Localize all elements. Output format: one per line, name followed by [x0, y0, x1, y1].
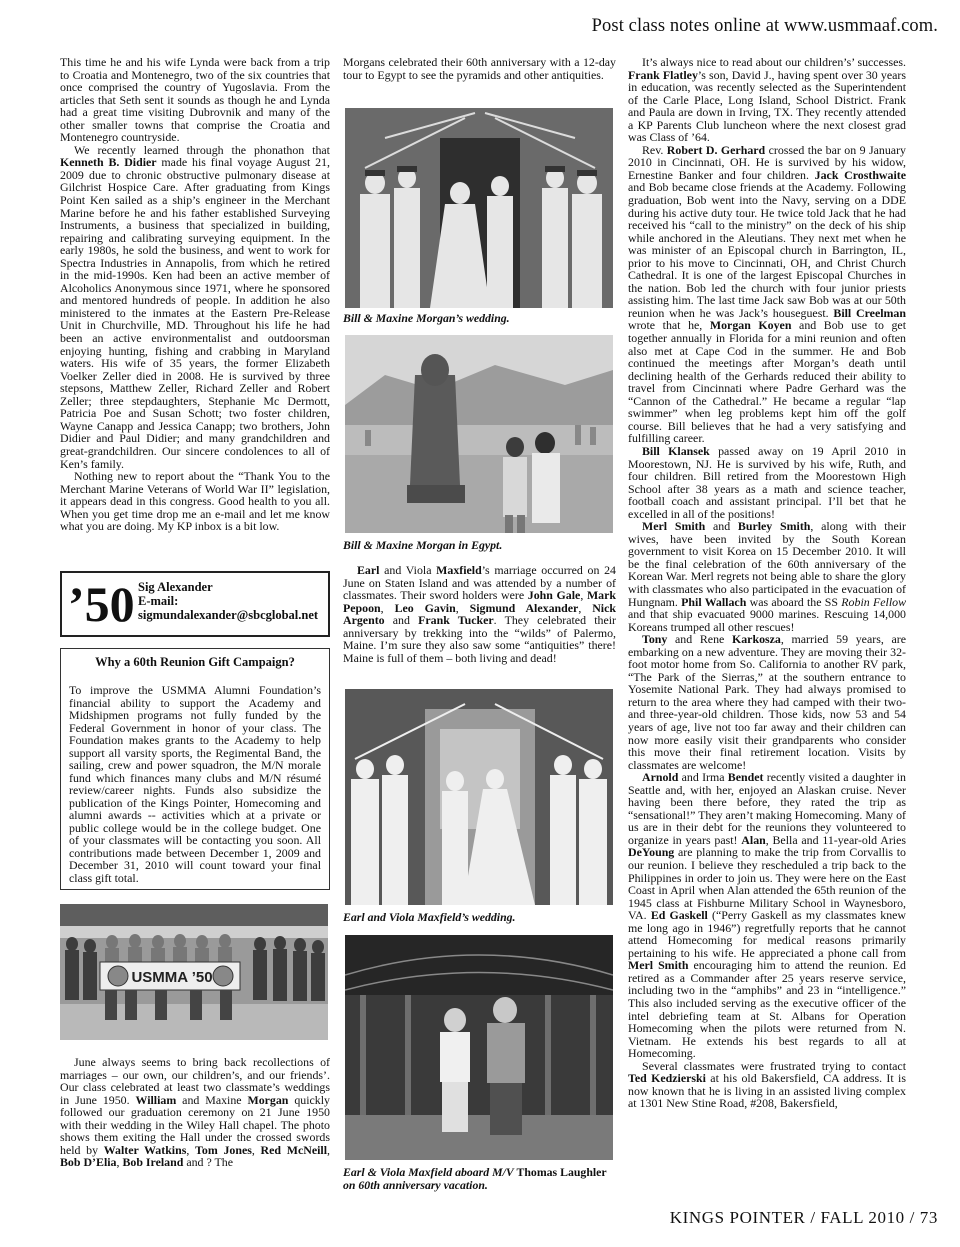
class-year: ’50: [68, 576, 135, 632]
photo-morgan-wedding: [345, 108, 613, 308]
paragraph-maxfield: Earl and Viola Maxfield’s marriage occurred on 24 June on Staten Island and was attended by a number of classmates. Their sword holders were John Gale, Mark Pepoon, Leo Gavin, Sigmund Alexander, Nick Argento and Frank Tucker. They celebrated their anniversary by trekking into the “wilds” of Palermo, Maine. I’m sure they also saw some “antiquities” there! Maine is full of them – both living and dead!: [343, 563, 616, 665]
paragraph: This time he and his wife Lynda were back from a trip to Croatia and Montenegro, two of the six countries that once comprised the country of Yugoslavia. From the articles that Seth sent it sounds as though he and Lynda had a great time visiting Dubrovnik and many of the other smaller towns that comprise the Croatia and Montenegro countryside.: [60, 55, 330, 145]
photo-maxfield-cruise: [345, 935, 613, 1160]
paragraph-flatley: It’s always nice to read about our children’s’ successes. Frank Flatley’s son, David J., having spent over 30 years in education, was recently selected as the Superintendent of the Carle Place, Long Island, School District. Frank and Paula are down in Irving, TX. They recently attended a KP Parents Club luncheon where the next closest grad was Class of ’64.: [628, 55, 907, 145]
banner-text: USMMA ’50: [131, 969, 213, 986]
email-link[interactable]: sigmundalexander@sbcglobal.net: [138, 607, 319, 622]
paragraph-korea: Merl Smith and Burley Smith, along with their wives, have been invited by the South Korean government to visit Korea on 15 December 2010. It will be the final celebration of the 60th anniversary of the Korean War. Merl regrets not being able to share the glory with classmates who also participated in the evacuation of Hungnam. Phil Wallach was aboard the SS Robin Fellow and that ship evacuated 9000 marines. Rescuing 14,000 Koreans trumped all other rescues!: [628, 519, 906, 634]
paragraph-weddings: June always seems to bring back recollections of marriages – our own, our children’s, and our friends’. Our class celebrated at least two classmate’s weddings in June 1950. William and Maxine Morgan quickly followed our graduation ceremony on 21 June 1950 with their wedding in the Wiley Hall chapel. The photo shows them exiting the Hall under the crossed swords held by Walter Watkins, Tom Jones, Red McNeill, Bob D’Elia, Bob Ireland and ? The: [60, 1055, 330, 1170]
column-middle-maxfield: [343, 564, 616, 664]
footer-folio: KINGS POINTER / FALL 2010 / 73: [669, 1208, 938, 1227]
contact-name: Sig Alexander: [138, 580, 213, 594]
gift-box-title: Why a 60th Reunion Gift Campaign?: [95, 655, 295, 669]
photo-maxfield-wedding: [345, 689, 613, 905]
paragraph-kedzierski: Several classmates were frustrated trying to contact Ted Kedzierski at his old Bakersfield, CA address. It is now known that he is living in an assisted living complex at 1301 New Stine Road, #208, Bakersfield,: [628, 1058, 906, 1111]
person-name: Kenneth B. Didier: [60, 155, 157, 170]
paragraph-didier: We recently learned through the phonathon that Kenneth B. Didier made his final voyage August 21, 2009 due to chronic obstructive pulmonary disease at Gilchrist Hospice Care. After graduating from Kings Point Ken sailed as a ship’s engineer in the Merchant Marine before he and his father established Surveying Instruments, a business that specialized in building, repairing and calibrating surveying equipment. In the early 1980s, he sold the business, and went to work for Spectra Industries in Annapolis, from which he retired in the mid-1990s. Ken had been an active member of Alcoholics Anonymous since 1971, where he sponsored and mentored hundreds of people. In addition he also ministered to the inmates at the Eastern Pre-Release Unit in Churchville, MD. Throughout his life he had been an active environmentalist and outdoorsman enjoying hunting, fishing and crabbing in Maryland waters. His wife of 35 years, the former Elizabeth Voelker Zeller died in 2008. He is survived by three stepsons, Matthew Zeller, Richard Zeller and Robert Zeller; three stepdaughters, Stephanie Mc Dermott, Patricia Poe and Susan Schott; two foster children, Wayne Canapp and Jessica Canapp; two brothers, John Didier and Paul Didier; and many grandchildren and great-grandchildren. Our sincere condolences to all of Ken’s family.: [60, 142, 330, 471]
paragraph-karkosza: Tony and Rene Karkosza, married 59 years, are embarking on a new adventure. They are moving their 32-foot motor home from So. California to another RV park, “The Park of the Sierras,” at the southern entrance to Yosemite National Park. They had always promised to return to the area where they had camped with their two- and three-year-old children. Those kids, now 53 and 54 years of age, live not too far away and their children can now more easily visit their grandparents who consider this move their final retirement location. Visits by classmates are welcome!: [628, 632, 906, 772]
column-left-bottom: [60, 1056, 330, 1169]
caption-morgan-wedding: Bill & Maxine Morgan’s wedding.: [343, 311, 510, 325]
class-year-box: [60, 571, 330, 637]
gift-campaign-box: [60, 648, 330, 890]
caption-morgan-egypt: Bill & Maxine Morgan in Egypt.: [343, 538, 503, 552]
gift-box-body: To improve the USMMA Alumni Foundation’s financial ability to support the Academy and Midshipmen programs not fully funded by the Federal Government in honor of your class. The Foundation makes grants to the Academy to help support all varsity sports, the Regimental Band, the sailing, crew and power squadron, the M/N morale fund which finances many clubs and M/N résumé review/career nights. Funds also subsidize the publication of the Kings Pointer, Homecoming and alumni awards -- activities which at a private or public college would be in the college budget. One of your classmates will be contacting you soon. All contributions made between December 1, 2009 and December 31, 2010 will count toward your final class gift total.: [69, 683, 321, 885]
paragraph-klansek: Bill Klansek passed away on 19 April 2010 in Moorestown, NJ. He is survived by his wife, Ruth, and four children. Bill retired from the Moorestown High School after 38 years as a math and science teacher, football coach and assistant principal. I’ll bet that he excelled in all of the positions!: [628, 443, 906, 521]
caption-maxfield-cruise: Earl & Viola Maxfield aboard M/V Thomas Laughler on 60th anniversary vacation.: [343, 1165, 607, 1192]
email-label: E-mail:: [138, 593, 179, 608]
column-middle-top: [343, 56, 616, 81]
class-contact: [138, 581, 318, 622]
photo-class-group: [60, 904, 328, 1040]
column-left: [60, 56, 330, 533]
column-right: [628, 56, 906, 1110]
caption-maxfield-wedding: Earl and Viola Maxfield’s wedding.: [343, 910, 516, 924]
paragraph: Nothing new to report about the “Thank You to the Merchant Marine Veterans of World War II” legislation, it appears dead in this congress. Good health to you all. When you get time drop me an e-mail and let me know what you are doing. My KP inbox is a bit low.: [60, 469, 330, 534]
photo-morgan-egypt: [345, 335, 613, 533]
paragraph-gerhard: Rev. Robert D. Gerhard crossed the bar on 9 January 2010 in Cincinnati, OH. He is survived by his widow, Ernestine Banker and four children. Jack Crosthwaite and Bob became close friends at the Academy. Following graduation, Bob went into the Navy, serving on a DDE during his active duty tour. He twice told Jack that he had received his “call to the ministry” on the deck of his ship while anchored in the Aleutians. They next met when he was minister of an Episcopal church in Barrington, IL, prior to his move to Cincinnati, OH, and Christ Church Cathedral. It is one of the largest Episcopal Churches in the nation. Bob led the church with four junior priests assisting him. The last time Jack saw Bob was at our 50th reunion when he was Jack’s houseguest. Bill Creelman wrote that he, Morgan Koyen and Bob use to get together annually in Florida for a mini reunion and often also met at Cape Cod in the summer. He and Bob continued the meetings after Morgan’s death until declining health of the Gerhards reduced their ability to travel from Cincinnati where Padre Gerhard was the “Cannon of the Cathedral.” He became a regular “lap swimmer” when leg problems kept him off the golf course. Bill believes that he had a very satisfying and fulfilling career.: [628, 142, 907, 446]
paragraph-bendet: Arnold and Irma Bendet recently visited a daughter in Seattle and, with her, enjoyed an Alaskan cruise. Never having been there before, they rated the trip as “sensational!” They aren’t making Homecoming. Many of us are in their debt for the reunions they volunteered to organize in years past! Alan, Bella and 11-year-old Aries DeYoung are planning to make the trip from Corvallis to our reunion. I believe they rescheduled a trip back to the Philippines in order to join us. They were here on the East Coast in April when Alan attended the 65th reunion of the 1945 class at Fishburne Military School in Waynesboro, VA. Ed Gaskell (“Perry Gaskell as my classmates knew me long ago in 1946”) regretfully reports that he cannot attend Homecoming for medical reasons primarily pertaining to his wife. He appreciated a phone call from Merl Smith encouraging him to attend the reunion. Ed retired as a Commander after 25 years reserve service, including two in the “amphibs” and 23 in “intelligence.” This also included serving as the executive officer of the intel debriefing team at St. Albans for Operation Homecoming when the pilots were returned from N. Vietnam. He extends his best regards to all at Homecoming.: [628, 770, 907, 1061]
header-url-note: Post class notes online at www.usmmaaf.com.: [591, 16, 938, 36]
paragraph: Morgans celebrated their 60th anniversary with a 12-day tour to Egypt to see the pyramids and other antiquities.: [343, 55, 616, 82]
